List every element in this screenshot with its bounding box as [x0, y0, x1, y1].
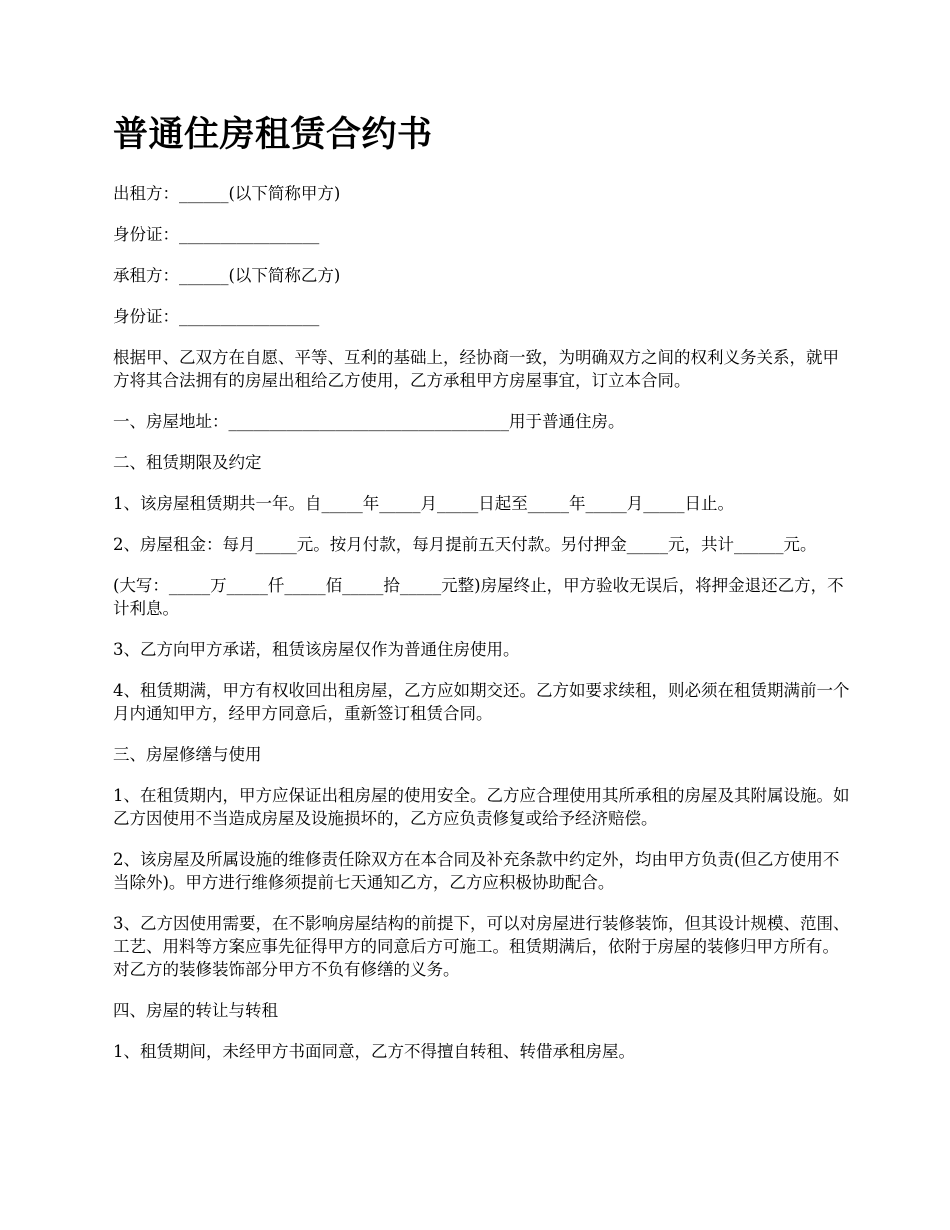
clause-3-1: 1、在租赁期内，甲方应保证出租房屋的使用安全。乙方应合理使用其所承租的房屋及其附属设施。如乙方因使用不当造成房屋及设施损坏的，乙方应负责修复或给予经济赔偿。 — [113, 786, 850, 828]
lessee-line: 承租方：______(以下简称乙方) — [113, 266, 341, 285]
clause-2-2-capital: (大写：_____万_____仟_____佰_____拾_____元整)房屋终止，甲方验收无误后，将押金退还乙方，不计利息。 — [113, 576, 844, 618]
clause-2-4: 4、租赁期满，甲方有权收回出租房屋，乙方应如期交还。乙方如要求续租，则必须在租赁期满前一个月内通知甲方，经甲方同意后，重新签订租赁合同。 — [113, 681, 850, 723]
lessor-line: 出租方：______(以下简称甲方) — [113, 184, 341, 203]
lessor-id-line: 身份证：_________________ — [113, 225, 320, 244]
document-title: 普通住房租赁合约书 — [113, 115, 433, 155]
clause-3-2: 2、该房屋及所属设施的维修责任除双方在本合同及补充条款中约定外，均由甲方负责(但乙方使用不当除外)。甲方进行维修须提前七天通知乙方，乙方应积极协助配合。 — [113, 850, 840, 892]
clause-3-3: 3、乙方因使用需要，在不影响房屋结构的前提下，可以对房屋进行装修装饰，但其设计规模、范围、工艺、用料等方案应事先征得甲方的同意后方可施工。租赁期满后，依附于房屋的装修归甲方所有。对乙方的装修装饰部分甲方不负有修缮的义务。 — [113, 914, 850, 979]
clause-2-3: 3、乙方向甲方承诺，租赁该房屋仅作为普通住房使用。 — [113, 640, 520, 659]
document-page — [113, 110, 853, 1081]
section-1-address: 一、房屋地址：__________________________________用于普通住房。 — [113, 412, 625, 431]
section-4-heading: 四、房屋的转让与转租 — [113, 1001, 278, 1020]
clause-4-1: 1、租赁期间，未经甲方书面同意，乙方不得擅自转租、转借承租房屋。 — [113, 1042, 635, 1061]
lessee-id-line: 身份证：_________________ — [113, 307, 320, 326]
preamble-paragraph: 根据甲、乙双方在自愿、平等、互利的基础上，经协商一致，为明确双方之间的权利义务关系，就甲方将其合法拥有的房屋出租给乙方使用，乙方承租甲方房屋事宜，订立本合同。 — [113, 348, 839, 390]
clause-2-1: 1、该房屋租赁期共一年。自_____年_____月_____日起至_____年_____月_____日止。 — [113, 494, 734, 513]
clause-2-2: 2、房屋租金：每月_____元。按月付款，每月提前五天付款。另付押金_____元，共计______元。 — [113, 535, 817, 554]
section-2-heading: 二、租赁期限及约定 — [113, 453, 262, 472]
section-3-heading: 三、房屋修缮与使用 — [113, 745, 262, 764]
